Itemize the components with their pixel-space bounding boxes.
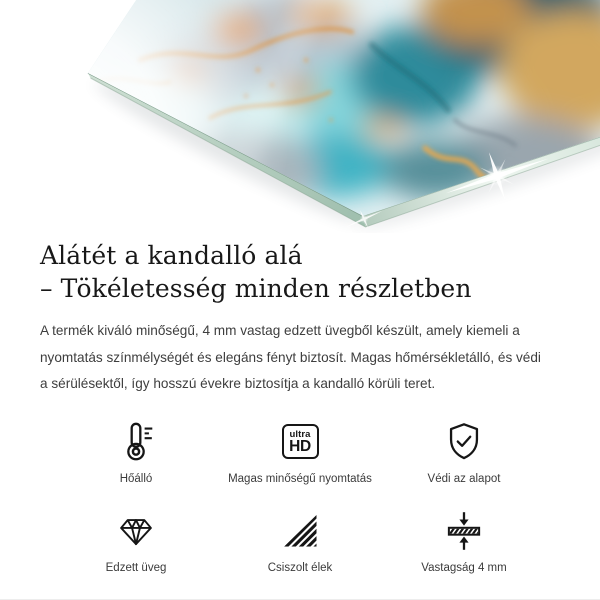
feature-heat-resistant — [54, 419, 218, 486]
feature-label: Vastagság 4 mm — [421, 561, 507, 574]
feature-label: Hőálló — [119, 472, 153, 485]
shield-check-icon — [441, 419, 487, 465]
feature-label: Csiszolt élek — [267, 561, 333, 574]
feature-print-quality — [218, 419, 382, 486]
badge-text-hd: HD — [289, 437, 311, 455]
feature-grid — [40, 419, 560, 575]
feature-tempered-glass — [54, 508, 218, 575]
feature-protects-base — [382, 419, 546, 486]
feature-label: Edzett üveg — [105, 561, 167, 574]
polished-edges-icon — [278, 508, 322, 554]
glass-panel-illustration — [0, 0, 600, 233]
product-description: A termék kiváló minőségű, 4 mm vastag edzett üvegből készült, amely kiemeli a nyomtatás színmélységét és elegáns fényt biztosít. Magas hőmérsékletálló, és védi a sérülésektől, így hosszú évekre biztosítja a kandalló körüli teret. — [40, 323, 541, 391]
ultra-hd-badge-icon — [282, 419, 319, 465]
diamond-icon — [114, 508, 158, 554]
title-line-2: – Tökéletesség minden részletben — [40, 273, 472, 303]
title-line-1: Alátét a kandalló alá — [40, 241, 303, 270]
feature-label: Védi az alapot — [427, 472, 501, 485]
product-image — [0, 0, 600, 233]
feature-label: Magas minőségű nyomtatás — [228, 472, 372, 485]
thermometer-heat-icon — [113, 419, 159, 465]
section-title — [40, 240, 560, 305]
thickness-compress-icon — [442, 508, 486, 554]
feature-thickness — [382, 508, 546, 575]
feature-polished-edges — [218, 508, 382, 575]
badge-text-ultra: ultra — [289, 428, 311, 440]
